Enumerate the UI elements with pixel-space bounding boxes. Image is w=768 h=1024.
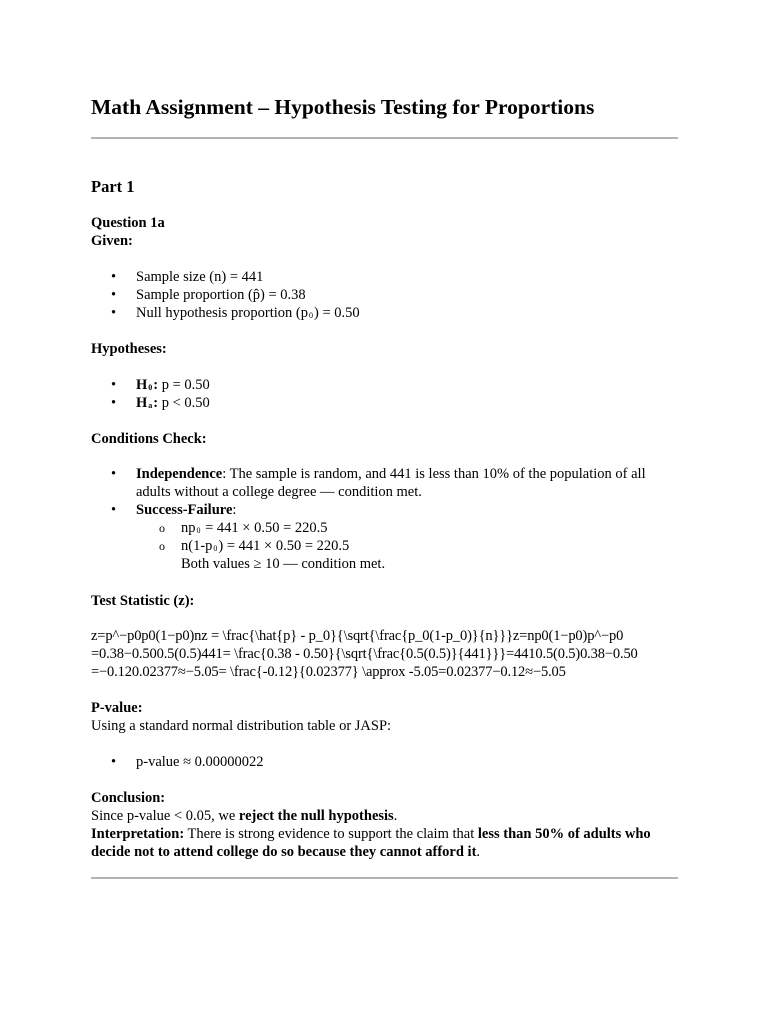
h0-colon: : — [153, 377, 159, 393]
np-prefix: np — [181, 520, 196, 536]
conclusion-suffix: . — [393, 808, 398, 824]
test-statistic-heading: Test Statistic (z): — [91, 593, 195, 609]
list-item — [91, 304, 678, 322]
conclusion-block — [91, 789, 678, 861]
sub-list-item — [136, 537, 678, 555]
list-item — [91, 394, 678, 412]
interpretation-label: Interpretation: — [91, 826, 185, 842]
ha-label: H — [136, 395, 148, 411]
p-value-block — [91, 699, 678, 735]
formula-line-2: =0.38−0.500.5(0.5)441= \frac{0.38 - 0.50}{\sqrt{\frac{0.5(0.5)}{441}}}=4410.5(0.5)0.38−0.50 — [91, 646, 638, 662]
list-item — [91, 465, 678, 501]
success-sublist — [136, 519, 678, 555]
h0-text: p = 0.50 — [158, 377, 210, 393]
given-heading: Given: — [91, 233, 133, 249]
p-value-text: Using a standard normal distribution table or JASP: — [91, 718, 392, 734]
conclusion-heading: Conclusion: — [91, 790, 166, 806]
given-list — [91, 268, 678, 322]
part-heading: Part 1 — [91, 177, 135, 196]
success-colon: : — [232, 502, 237, 518]
null-suffix: ) = 0.50 — [313, 305, 360, 321]
interpretation-body: There is strong evidence to support the claim that — [184, 826, 478, 842]
bottom-divider — [91, 877, 678, 879]
list-item: • Sample proportion (p̂) = 0.38 — [91, 286, 678, 304]
h0-label: H — [136, 377, 148, 393]
question-block — [91, 214, 678, 250]
list-item — [91, 501, 678, 573]
interpretation-end: . — [476, 844, 481, 860]
hypotheses-list — [91, 376, 678, 412]
p-value-heading: P-value: — [91, 700, 143, 716]
formula-line-3: =−0.120.02377≈−5.05= \frac{-0.12}{0.02377} \approx -5.05=0.02377−0.12≈−5.05 — [91, 664, 566, 680]
sub-list-item — [136, 519, 678, 537]
conclusion-bold: reject the null hypothesis — [238, 808, 394, 824]
null-subscript: 0 — [308, 311, 313, 320]
page-title: Math Assignment – Hypothesis Testing for Proportions — [91, 95, 595, 119]
formula-line-1: z=p^−p0p0(1−p0)nz = \frac{\hat{p} - p_0}{\sqrt{\frac{p_0(1-p_0)}{n}}}z=np0(1−p0)p^−p0 — [91, 628, 624, 644]
part-heading-block — [91, 177, 678, 197]
ha-subscript: a — [148, 401, 153, 410]
conditions-list — [91, 465, 678, 573]
h0-subscript: 0 — [148, 383, 153, 392]
interpretation-text — [91, 825, 678, 861]
independence-text: : The sample is random, and 441 is less than 10% of the population of all adults without a college degree — condition met. — [136, 466, 646, 500]
interpretation-bold: less than 50% of adults who decide not to attend college do so because they cannot afford it — [91, 826, 651, 860]
list-item: • p-value ≈ 0.00000022 — [91, 753, 678, 771]
null-prefix: Null hypothesis proportion (p — [136, 305, 308, 321]
list-item: • Sample size (n) = 441 — [91, 268, 678, 286]
p-value-list — [91, 753, 678, 771]
hypotheses-heading: Hypotheses: — [91, 341, 167, 357]
test-statistic-formula — [91, 627, 678, 681]
condition-note: Both values ≥ 10 — condition met. — [181, 556, 386, 572]
ha-colon: : — [153, 395, 159, 411]
nq-suffix: ) = 441 × 0.50 = 220.5 — [218, 538, 350, 554]
success-label: Success-Failure — [136, 502, 233, 518]
list-item — [91, 376, 678, 394]
conclusion-prefix: Since p-value < 0.05, we — [91, 808, 239, 824]
np-subscript: 0 — [196, 526, 201, 535]
nq-prefix: n(1-p — [181, 538, 213, 554]
independence-label: Independence — [136, 466, 223, 482]
nq-subscript: 0 — [213, 544, 218, 553]
question-heading: Question 1a — [91, 215, 165, 231]
ha-text: p < 0.50 — [158, 395, 210, 411]
conditions-heading: Conditions Check: — [91, 431, 207, 447]
conclusion-text — [91, 807, 678, 825]
np-suffix: = 441 × 0.50 = 220.5 — [201, 520, 328, 536]
title-divider — [91, 137, 678, 139]
